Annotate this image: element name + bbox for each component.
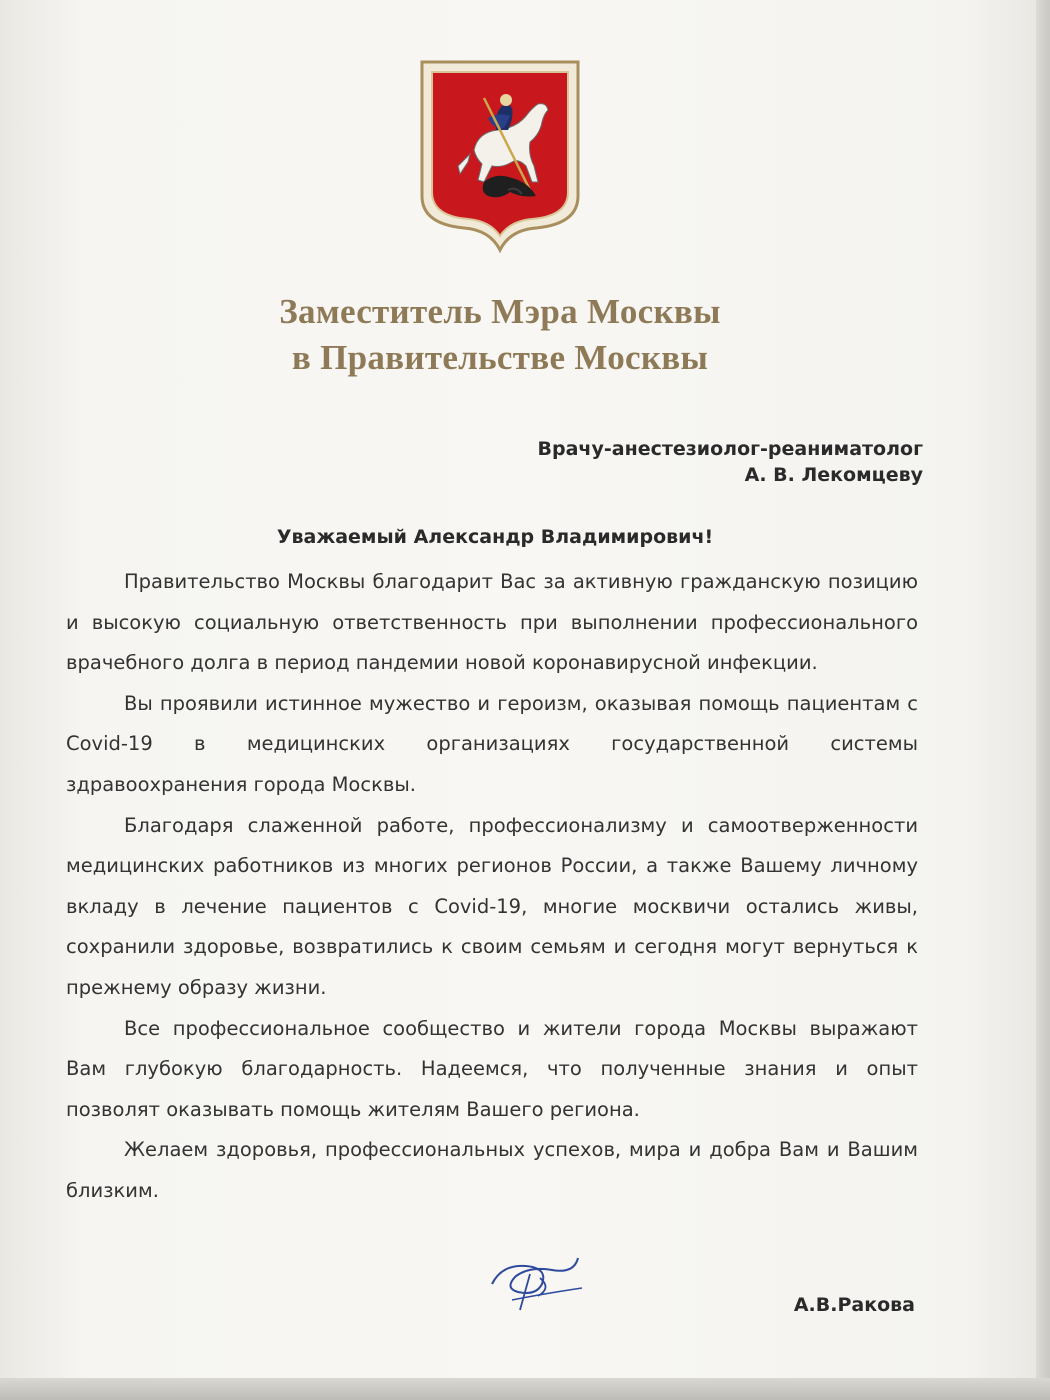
paper-edge-right bbox=[1036, 0, 1050, 1400]
salutation: Уважаемый Александр Владимирович! bbox=[276, 526, 714, 548]
addressee-name: А. В. Лекомцеву bbox=[744, 464, 923, 486]
handwritten-signature-icon bbox=[482, 1244, 592, 1316]
paragraph: Все профессиональное сообщество и жители города Москвы выражают Вам глубокую благодарность. Надеемся, что полученные знания и опыт позволят оказывать помощь жителям Вашего региона. bbox=[66, 1016, 918, 1121]
header-line-1: Заместитель Мэра Москвы bbox=[279, 292, 721, 331]
moscow-coat-of-arms-icon bbox=[418, 58, 582, 254]
paragraph: Благодаря слаженной работе, профессионализму и самоотверженности медицинских работников из многих регионов России, а также Вашему личному вкладу в лечение пациентов с Covid-19, многие москвичи остались живы, сохранили здоровье, возвратились к своим семьям и сегодня могут вернуться к прежнему образу жизни. bbox=[66, 813, 918, 999]
addressee-position: Врачу-анестезиолог-реаниматолог bbox=[537, 438, 923, 460]
header-line-2: в Правительстве Москвы bbox=[291, 338, 709, 377]
paragraph: Вы проявили истинное мужество и героизм, оказывая помощь пациентам с Covid-19 в медицинских организациях государственной системы здравоохранения города Москвы. bbox=[66, 691, 918, 796]
signer-name: А.В.Ракова bbox=[793, 1294, 915, 1316]
paragraph: Желаем здоровья, профессиональных успехов, мира и добра Вам и Вашим близким. bbox=[66, 1138, 918, 1202]
paragraph: Правительство Москвы благодарит Вас за активную гражданскую позицию и высокую социальную ответственность при выполнении профессионального врачебного долга в период пандемии новой коронавирусной инфекции. bbox=[66, 570, 918, 675]
paper-edge-bottom bbox=[0, 1378, 1050, 1400]
letter-body bbox=[66, 562, 918, 1212]
